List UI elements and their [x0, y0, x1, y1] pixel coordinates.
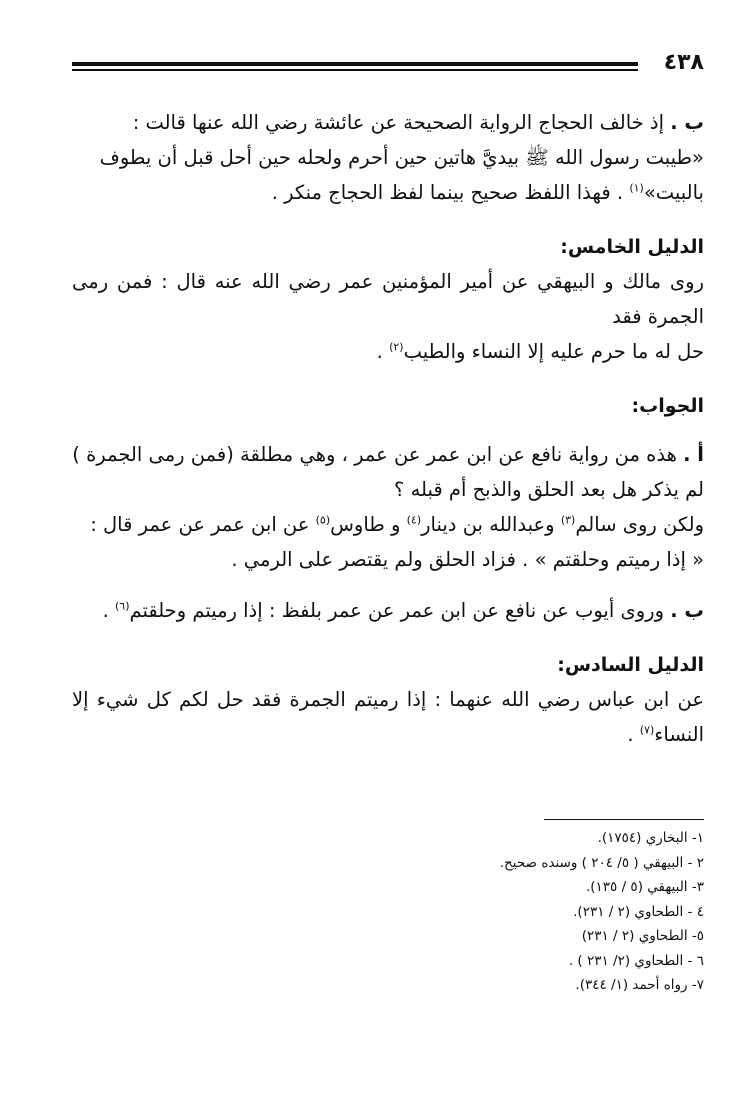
footnotes: [204, 826, 704, 998]
text-line: وعبدالله بن دينار: [421, 513, 561, 536]
text-line: بالبيت»: [643, 181, 704, 204]
text-line: . فهذا اللفظ صحيح بينما لفظ الحجاج منكر .: [271, 181, 630, 204]
text-line: لم يذكر هل بعد الحلق والذبح أم قبله ؟: [394, 478, 704, 501]
text-line: هذه من رواية نافع عن ابن عمر عن عمر ، وهي مطلقة (فمن رمى الجمرة ): [72, 443, 684, 466]
text-line: .: [627, 723, 640, 746]
section-heading: الجواب:: [631, 395, 704, 417]
footnote-divider: [544, 819, 704, 820]
paragraph-answer-b: [72, 593, 704, 628]
text-line: و طاوس: [330, 513, 407, 536]
text-line: ولكن روى سالم: [575, 513, 704, 536]
section-heading: الدليل الخامس:: [560, 236, 704, 258]
footnote-item: ٤ - الطحاوي (٢ / ٢٣١).: [573, 903, 704, 920]
header-rule-thin: [72, 69, 638, 71]
footnote-item: ٥- الطحاوي (٢ / ٢٣١): [581, 928, 704, 944]
footnote-item: ١- البخاري (١٧٥٤).: [597, 830, 704, 846]
paragraph-lead: أ .: [683, 443, 704, 466]
paragraph-answer-a: [72, 437, 704, 577]
footnote-ref[interactable]: (٣): [560, 513, 576, 527]
text-line: روى مالك و البيهقي عن أمير المؤمنين عمر رضي الله عنه قال : فمن رمى الجمرة فقد: [72, 270, 704, 328]
text-line: «طيبت رسول الله ﷺ بيديَّ هاتين حين أحرم ولحله حين أحل قبل أن يطوف: [99, 146, 704, 169]
paragraph-evidence6: [72, 682, 704, 752]
paragraph-evidence5: [72, 264, 704, 369]
paragraph-b1: [72, 105, 704, 210]
text-line: حل له ما حرم عليه إلا النساء والطيب: [403, 340, 704, 363]
page-number: ٤٣٨: [663, 50, 704, 75]
footnote-item: ٣- البيهقي (٥ / ١٣٥).: [585, 879, 704, 895]
paragraph-lead: ب .: [670, 111, 704, 134]
section-heading: الدليل السادس:: [557, 654, 704, 676]
text-line: .: [102, 599, 115, 622]
main-text: [72, 105, 704, 752]
footnote-item: ٧- رواه أحمد (١/ ٣٤٤).: [575, 977, 704, 993]
footnote-ref[interactable]: (٧): [639, 723, 655, 737]
footnote-ref[interactable]: (٤): [406, 513, 422, 527]
footnote-ref[interactable]: (١): [629, 181, 644, 195]
text-line: وروى أيوب عن نافع عن ابن عمر عن عمر بلفظ : إذا رميتم وحلقتم: [129, 599, 671, 622]
header-rule-thick: [72, 62, 638, 66]
text-line: .: [376, 340, 390, 363]
text-line: عن ابن عباس رضي الله عنهما : إذا رميتم الجمرة فقد حل لكم كل شيء إلا النساء: [72, 688, 704, 746]
paragraph-lead: ب .: [670, 599, 704, 622]
text-line: « إذا رميتم وحلقتم » . فزاد الحلق ولم يقتصر على الرمي .: [231, 548, 704, 571]
footnote-ref[interactable]: (٦): [114, 599, 130, 613]
text-line: عن ابن عمر عن عمر قال :: [90, 513, 316, 536]
footnote-item: ٦ - الطحاوي (٢/ ٢٣١ ) .: [568, 952, 704, 969]
footnote-ref[interactable]: (٢): [389, 340, 404, 354]
text-line: إذ خالف الحجاج الرواية الصحيحة عن عائشة رضي الله عنها قالت :: [132, 111, 671, 134]
footnote-item: ٢ - البيهقي ( ٥/ ٢٠٤ ) وسنده صحيح.: [499, 854, 704, 871]
page-header: [72, 50, 704, 78]
footnote-ref[interactable]: (٥): [315, 513, 331, 527]
